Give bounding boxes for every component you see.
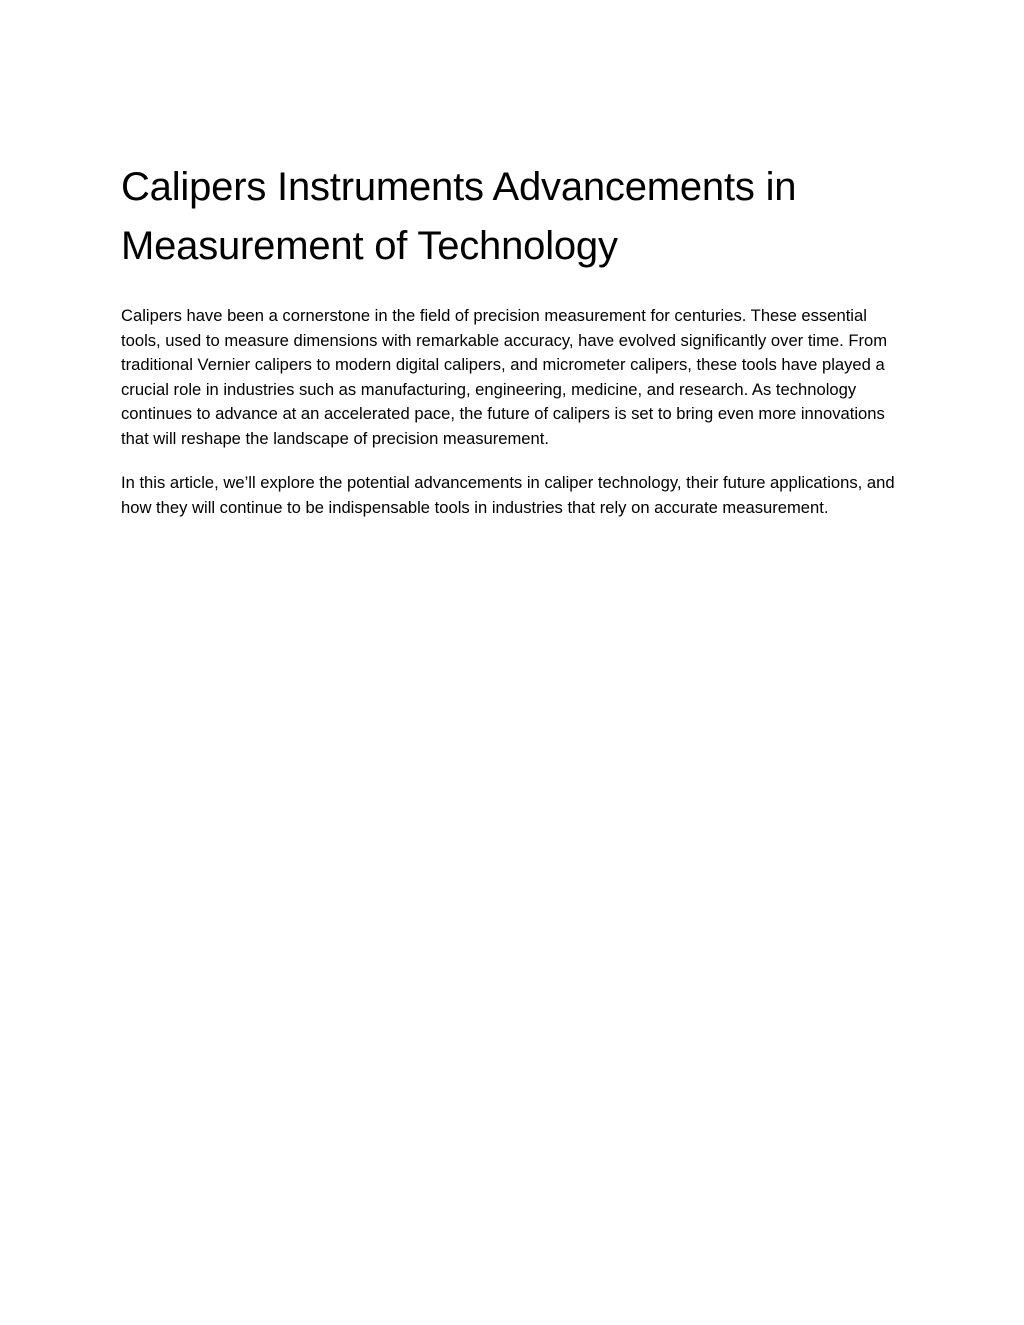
article-overview-paragraph: In this article, we’ll explore the potential advancements in caliper technology, their future applications, and how they will continue to be indispensable tools in industries that rely on accurate measurement. <box>121 473 895 517</box>
document-title: Calipers Instruments Advancements in Measurement of Technology <box>121 165 797 268</box>
intro-paragraph: Calipers have been a cornerstone in the field of precision measurement for centuries. These essential tools, used to measure dimensions with remarkable accuracy, have evolved significantly over time. From traditional Vernier calipers to modern digital calipers, and micrometer calipers, these tools have played a crucial role in industries such as manufacturing, engineering, medicine, and research. As technology continues to advance at an accelerated pace, the future of calipers is set to bring even more innovations that will reshape the landscape of precision measurement. <box>121 306 888 448</box>
document-content <box>121 158 911 520</box>
